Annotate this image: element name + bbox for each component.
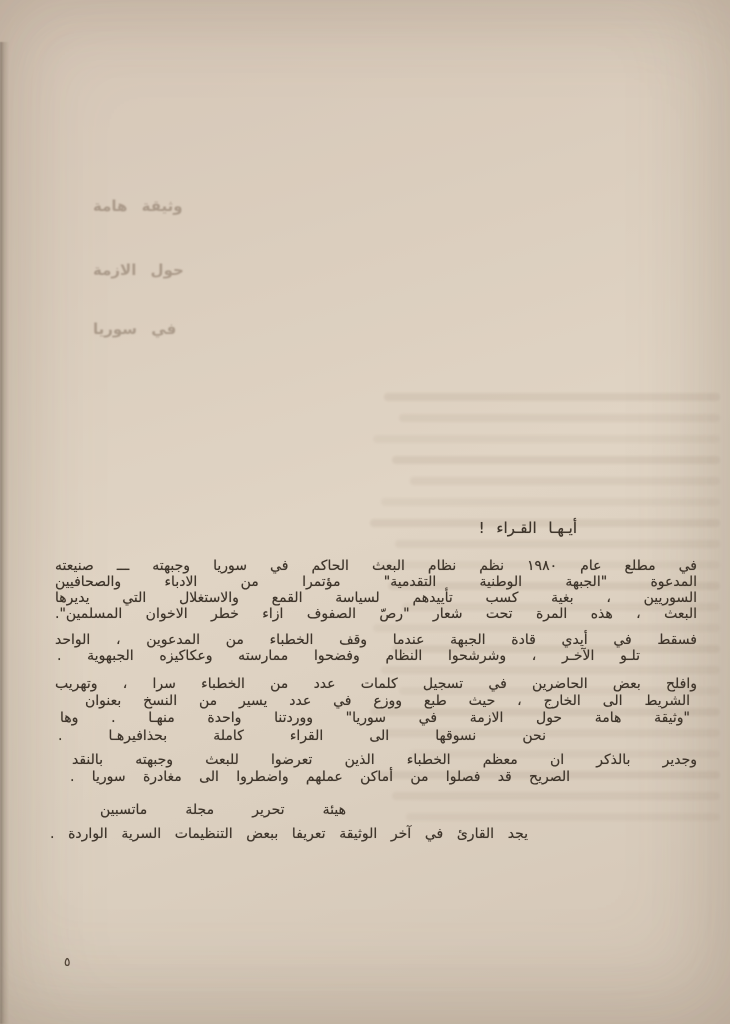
body-text-line: "وثيقة هامة حول الازمة في سوريا" ووردتنا واحدة منهـا . وها	[60, 710, 690, 726]
bleedthrough-title-line: في سوريا	[93, 320, 177, 338]
body-text-line: الشريط الى الخارج ، حيث طبع ووزع في عدد يسير من النسخ بعنوان	[85, 693, 690, 709]
bleedthrough-title-line: وثيقة هامة	[93, 197, 183, 215]
bleedthrough-row	[392, 456, 721, 464]
body-text-line: تلـو الآخـر ، وشرشحوا النظام وفضحوا ممارسته وعكاكيزه الجبهوية .	[57, 648, 640, 664]
bleedthrough-row	[410, 477, 720, 485]
document-heading: أيـهـا القـراء !	[478, 519, 577, 537]
body-text-line: فسقط في أيدي قادة الجبهة عندما وقف الخطباء من المدعوين ، الواحد	[55, 632, 697, 648]
bleedthrough-row	[406, 813, 720, 821]
bleedthrough-row	[395, 540, 720, 548]
footnote-line: يجد القارئ في آخر الوثيقة تعريفا ببعض التنظيمات السرية الواردة .	[50, 826, 528, 842]
body-text-line: وجدير بالذكر ان معظم الخطباء الذين تعرضوا للبعث وجبهته بالنقد	[72, 752, 697, 768]
bleedthrough-row	[399, 414, 720, 422]
body-text-line: نحن نسوقها الى القراء كاملة بحذافيرهـا .	[58, 728, 546, 744]
body-text-line: السوريين ، بغية كسب تأييدهم لسياسة القمع والاستغلال التي يديرها	[55, 590, 697, 606]
body-text-line: المدعوة "الجبهة الوطنية التقدمية" مؤتمرا من الادباء والصحافيين	[55, 574, 697, 590]
page-edge-shadow	[0, 42, 9, 1024]
body-text-line: الصريح قد فصلوا من أماكن عملهم واضطروا الى مغادرة سوريا .	[70, 769, 570, 785]
page-number: ٥	[64, 955, 71, 969]
body-text-line: البعث ، هذه المرة تحت شعار "رصّ الصفوف ازاء خطر الاخوان المسلمين".	[55, 606, 697, 622]
bleedthrough-row	[384, 393, 720, 401]
bleedthrough-row	[392, 792, 721, 800]
body-text-line: وافلح بعض الحاضرين في تسجيل كلمات عدد من الخطباء سرا ، وتهريب	[55, 676, 697, 692]
signature-line: هيئة تحرير مجلة ماتسبين	[100, 802, 346, 818]
bleedthrough-row	[381, 498, 720, 506]
body-text-line: في مطلع عام ١٩٨٠ نظم نظام البعث الحاكم في سوريا وجبهته ـــ صنيعته	[55, 558, 697, 574]
bleedthrough-row	[373, 435, 720, 443]
bleedthrough-title-line: حول الازمة	[93, 261, 184, 279]
bleedthrough-row	[381, 666, 720, 674]
